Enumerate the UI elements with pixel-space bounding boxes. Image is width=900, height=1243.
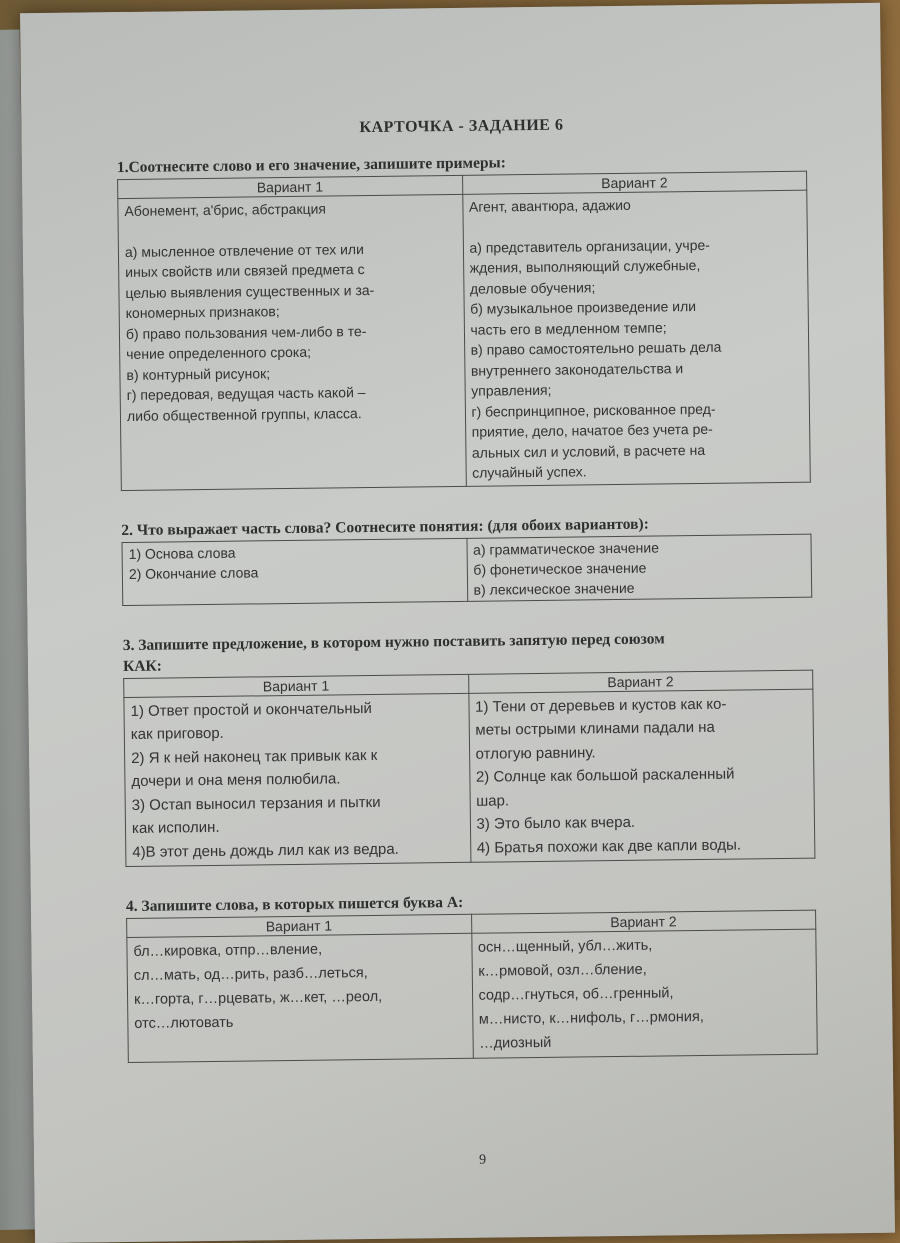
sentence-line: 2) Солнце как большой раскаленный <box>475 765 735 786</box>
task-2-heading: 2. Что выражает часть слова? Соотнесите понятия: (для обоих вариантов): <box>121 515 649 539</box>
task-2-concepts-cell <box>122 538 467 605</box>
word-line: бл…кировка, отпр…вление, <box>133 941 323 960</box>
task-4-variant-2-header: Вариант 2 <box>471 910 816 933</box>
definition-line: иных свойств или связей предмета с <box>125 261 365 280</box>
task-3-variant-1-cell <box>124 693 471 867</box>
task-2 <box>121 512 812 605</box>
definition-line: а) мысленное отвлечение от тех или <box>124 240 364 260</box>
task-1-variant-1-header: Вариант 1 <box>118 175 463 198</box>
task-3-table <box>123 669 815 867</box>
task-4 <box>126 889 818 1063</box>
definition-line: часть его в медленном темпе; <box>470 318 667 338</box>
definition-line: в) контурный рисунок; <box>126 364 271 383</box>
task-1-table <box>117 171 811 491</box>
task-4-variant-1-cell <box>127 933 473 1062</box>
word-line: отс…лютовать <box>134 1014 234 1032</box>
definition-line: приятие, дело, начатое без учета ре- <box>471 420 713 440</box>
definition-line: кономерных признаков; <box>125 303 280 321</box>
definition-line: чение определенного срока; <box>126 343 312 362</box>
word-line: м…нисто, к…нифоль, г…рмония, <box>478 1008 704 1028</box>
sentence-line: шар. <box>476 791 510 810</box>
sentence-line: 3) Остап выносил терзания и пытки <box>131 793 381 814</box>
meaning-item: б) фонетическое значение <box>473 559 647 578</box>
page-number: 9 <box>478 1152 487 1168</box>
concept-item: 1) Основа слова <box>128 544 236 562</box>
task-3-heading: 3. Запишите предложение, в котором нужно поставить запятую перед союзом <box>122 629 665 654</box>
word-line: к…горта, г…рцевать, ж…кет, …реол, <box>133 988 383 1008</box>
definition-line: либо общественной группы, класса. <box>126 404 362 424</box>
meaning-item: в) лексическое значение <box>473 579 635 598</box>
sentence-line: как приговор. <box>130 724 224 743</box>
definition-line: б) музыкальное произведение или <box>470 298 697 317</box>
task-3-variant-2-header: Вариант 2 <box>468 670 813 693</box>
task-3-heading-cont: КАК: <box>122 657 162 675</box>
sentence-line: 2) Я к ней наконец так привык как к <box>131 746 378 767</box>
definition-line: деловые обучения; <box>469 278 596 297</box>
word-line: сл…мать, од…рить, разб…леться, <box>133 965 368 984</box>
sentence-line: 3) Это было как вчера. <box>476 813 636 833</box>
word-line: содр…гнуться, об…гренный, <box>478 985 674 1004</box>
sentence-line: 4) Братья похожи как две капли воды. <box>476 836 742 857</box>
page-content <box>116 114 818 1093</box>
task-1-variant-2-header: Вариант 2 <box>462 171 807 194</box>
task-1-variant-1-words: Абонемент, а'брис, абстракция <box>124 200 327 219</box>
definition-line: в) право самостоятельно решать дела <box>470 338 722 358</box>
task-2-meanings-cell <box>466 534 811 601</box>
concept-item: 2) Окончание слова <box>128 563 259 582</box>
task-2-table <box>121 533 812 605</box>
word-line: осн…щенный, убл…жить, <box>477 937 653 956</box>
task-4-variant-1-header: Вариант 1 <box>127 914 472 937</box>
definition-line: управления; <box>471 381 552 399</box>
definition-line: альных сил и условий, в расчете на <box>471 441 706 461</box>
definition-line: внутреннего законодательства и <box>470 359 684 379</box>
task-1-variant-2-cell <box>462 190 810 486</box>
meaning-item: а) грамматическое значение <box>473 538 660 558</box>
task-1-heading: 1.Соотнесите слово и его значение, запишите примеры: <box>116 154 506 177</box>
task-4-heading: 4. Запишите слова, в которых пишется буква А: <box>125 893 464 916</box>
sentence-line: отлогую равнину. <box>475 743 596 763</box>
worksheet-page <box>20 3 895 1243</box>
definition-line: а) представитель организации, учре- <box>469 236 710 256</box>
task-3-variant-2-cell <box>468 689 815 863</box>
definition-line: г) беспринципное, рискованное пред- <box>471 400 716 420</box>
sentence-line: 4)В этот день дождь лил как из ведра. <box>132 840 399 861</box>
sentence-line: 1) Ответ простой и окончательный <box>130 699 372 720</box>
sentence-line: меты острыми клинами падали на <box>475 718 715 739</box>
word-line: …диозный <box>479 1034 552 1052</box>
definition-line: целью выявления существенных и за- <box>125 281 375 301</box>
sentence-line: как исполин. <box>131 818 220 837</box>
task-4-variant-2-cell <box>471 929 817 1058</box>
page-title: КАРТОЧКА - ЗАДАНИЕ 6 <box>359 116 564 137</box>
task-3-variant-1-header: Вариант 1 <box>124 674 469 697</box>
sentence-line: дочери и она меня полюбила. <box>131 770 341 790</box>
task-3 <box>123 627 816 867</box>
definition-line: случайный успех. <box>472 463 587 481</box>
definition-line: ждения, выполняющий служебные, <box>469 256 701 276</box>
definition-line: г) передовая, ведущая часть какой – <box>126 384 366 403</box>
word-line: к…рмовой, озл…бление, <box>478 961 647 980</box>
task-4-table <box>126 910 818 1063</box>
sentence-line: 1) Тени от деревьев и кустов как ко- <box>474 695 727 716</box>
definition-line: б) право пользования чем-либо в те- <box>125 322 367 342</box>
task-1-variant-2-words: Агент, авантюра, адажио <box>468 196 631 215</box>
task-1 <box>117 150 811 491</box>
task-1-variant-1-cell <box>118 194 466 490</box>
